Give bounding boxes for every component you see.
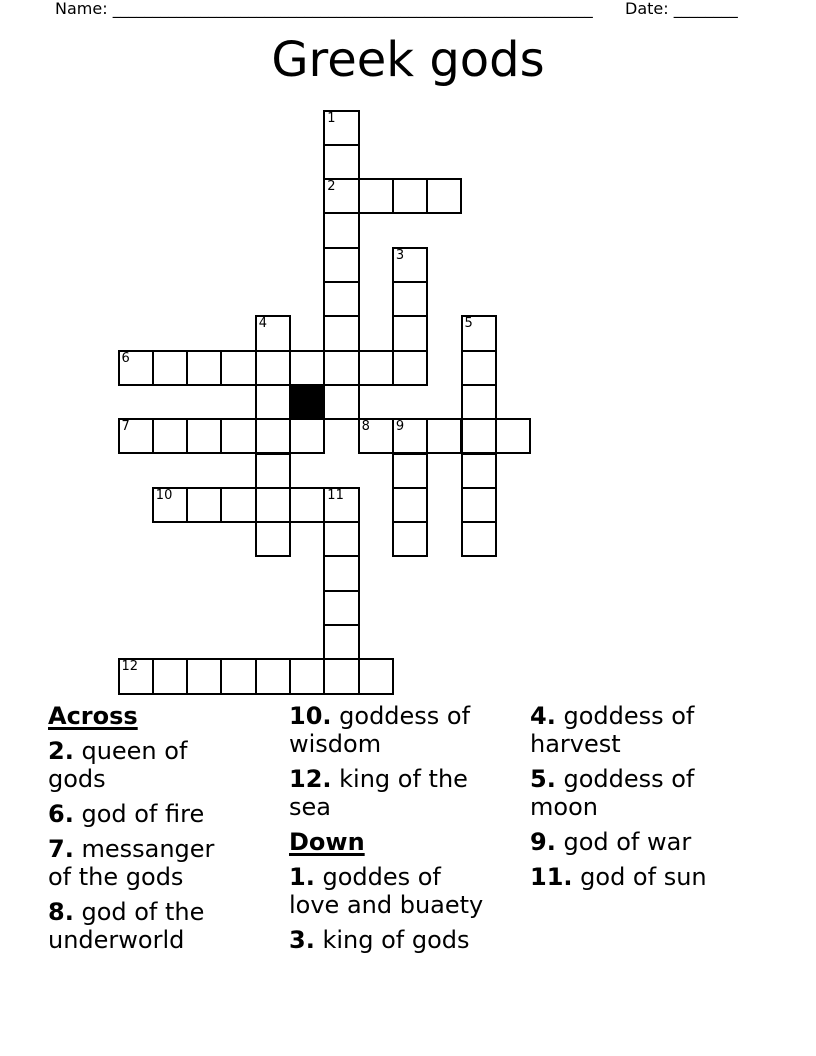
grid-cell [323,212,359,248]
name-blank-line: ____________________________________________________________ [112,0,593,18]
grid-cell [255,350,291,386]
grid-cell [323,624,359,660]
cell-number: 8 [361,419,370,435]
grid-cell [426,418,462,454]
cell-number: 12 [121,659,139,675]
grid-cell [152,350,188,386]
date-blank-line: ________ [673,0,738,18]
clue-number: 3. [289,926,315,954]
grid-cell [186,350,222,386]
grid-cell [323,555,359,591]
grid-cell [392,178,428,214]
clue-number: 1. [289,863,315,891]
clue: 6. god of fire [48,800,205,828]
grid-cell [118,350,154,386]
grid-cell [461,487,497,523]
grid-cell [186,487,222,523]
cell-number: 2 [327,179,336,195]
grid-cell [255,487,291,523]
grid-cell [323,315,359,351]
clue-number: 12. [289,765,332,793]
grid-cell [358,350,394,386]
grid-cell [220,487,256,523]
grid-cell [289,418,325,454]
grid-cell [358,658,394,694]
grid-cell [323,247,359,283]
grid-cell [255,453,291,489]
grid-cell [323,144,359,180]
grid-cell [392,453,428,489]
clue: 11. god of sun [530,863,707,891]
grid-cell [255,418,291,454]
grid-cell [392,350,428,386]
grid-cell [152,658,188,694]
grid-cell [392,247,428,283]
grid-cell [220,350,256,386]
black-cell [289,384,325,420]
clue-column-2 [289,702,527,961]
clue: 3. king of gods [289,926,470,954]
grid-cell [289,658,325,694]
grid-cell [220,658,256,694]
clue-number: 2. [48,737,74,765]
clue: 7. messanger of the gods [48,835,215,891]
clue-number: 10. [289,702,332,730]
cell-number: 10 [155,487,173,503]
grid-cell [289,487,325,523]
grid-cell [461,453,497,489]
clue: 4. goddess of harvest [530,702,695,758]
grid-cell [118,658,154,694]
clue-column-3 [530,702,768,898]
name-label: Name: [55,0,108,18]
grid-cell [323,521,359,557]
clue: 5. goddess of moon [530,765,695,821]
grid-cell [152,487,188,523]
grid-cell [186,418,222,454]
grid-cell [495,418,531,454]
clue-number: 7. [48,835,74,863]
clue-column-1 [48,702,286,961]
page-title: Greek gods [271,32,545,88]
clue: 12. king of the sea [289,765,468,821]
clue-number: 9. [530,828,556,856]
grid-cell [392,281,428,317]
grid-cell [358,418,394,454]
grid-cell [220,418,256,454]
grid-cell [186,658,222,694]
grid-cell [392,418,428,454]
grid-cell [392,521,428,557]
cell-number: 3 [395,247,405,263]
grid-cell [255,384,291,420]
grid-cell [461,384,497,420]
grid-cell [358,178,394,214]
grid-cell [323,110,359,146]
clue: 10. goddess of wisdom [289,702,471,758]
cell-number: 6 [121,350,130,366]
grid-cell [392,487,428,523]
grid-cell [118,418,154,454]
clue-number: 6. [48,800,74,828]
grid-cell [323,281,359,317]
grid-cell [461,521,497,557]
clue-section-heading: Down [289,828,365,856]
clue-number: 11. [530,863,573,891]
cell-number: 1 [327,110,336,126]
grid-cell [323,384,359,420]
grid-cell [323,487,359,523]
date-label: Date: [625,0,669,18]
grid-cell [461,315,497,351]
clue: 8. god of the underworld [48,898,205,954]
clue: 9. god of war [530,828,692,856]
cell-number: 7 [121,419,130,435]
grid-cell [323,658,359,694]
cell-number: 11 [327,487,344,503]
clue: 1. goddes of love and buaety [289,863,484,919]
grid-cell [323,350,359,386]
clue: 2. queen of gods [48,737,188,793]
clue-section-heading: Across [48,702,138,730]
grid-cell [255,521,291,557]
clue-number: 5. [530,765,556,793]
cell-number: 5 [464,316,473,332]
cell-number: 9 [395,419,405,435]
grid-cell [289,350,325,386]
grid-cell [152,418,188,454]
cell-number: 4 [258,316,267,332]
grid-cell [392,315,428,351]
grid-cell [426,178,462,214]
clue-number: 4. [530,702,556,730]
grid-cell [323,590,359,626]
grid-cell [323,178,359,214]
grid-cell [255,315,291,351]
grid-cell [461,350,497,386]
grid-cell [461,418,497,454]
grid-cell [255,658,291,694]
clue-number: 8. [48,898,74,926]
